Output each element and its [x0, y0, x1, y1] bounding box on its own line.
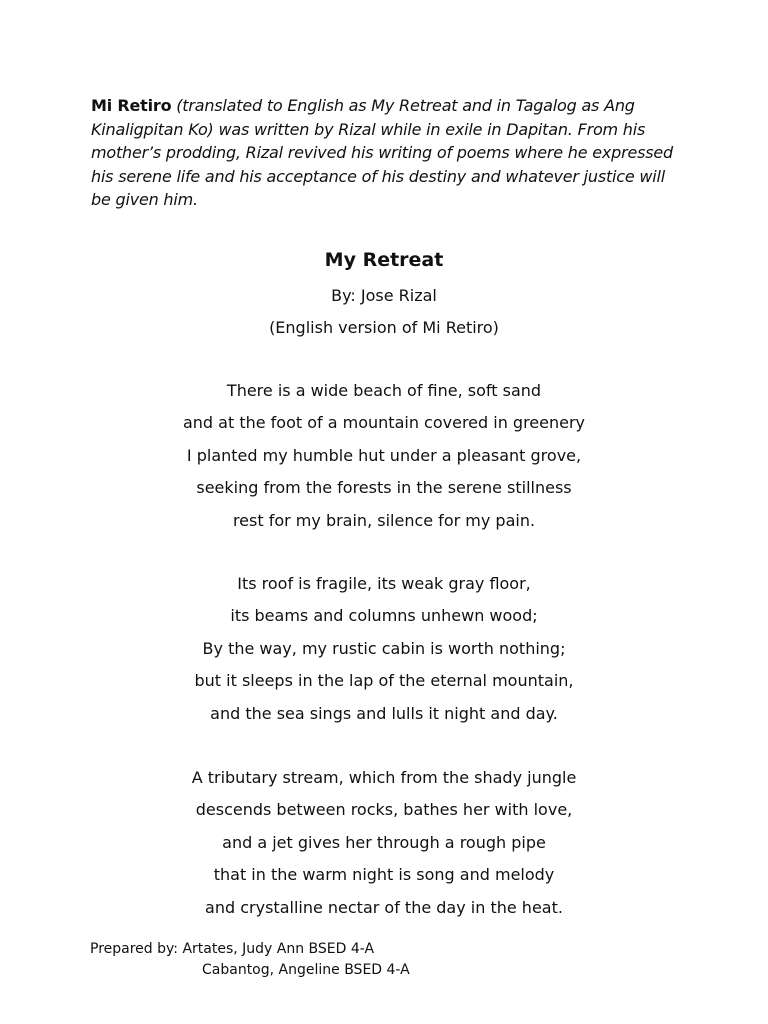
poem-line: and at the foot of a mountain covered in greenery	[182, 413, 586, 433]
poem-line: and a jet gives her through a rough pipe	[222, 832, 546, 852]
prepared-by-line-1: Prepared by: Artates, Judy Ann BSED 4-A	[90, 941, 375, 957]
poem-line: and crystalline nectar of the day in the heat.	[205, 897, 563, 917]
poem-line: but it sleeps in the lap of the eternal mountain,	[194, 671, 574, 691]
poem-line: seeking from the forests in the serene stillness	[196, 478, 572, 498]
poem-line: I planted my humble hut under a pleasant grove,	[186, 445, 582, 465]
poem-line: Its roof is fragile, its weak gray floor,	[237, 574, 531, 593]
prepared-by-line-2: Cabantog, Angeline BSED 4-A	[202, 962, 410, 978]
poem-subtitle: (English version of Mi Retiro)	[269, 318, 499, 337]
poem-line: descends between rocks, bathes her with love,	[195, 800, 573, 820]
stanza-1	[0, 380, 768, 542]
poem-title: My Retreat	[324, 249, 444, 271]
intro-body-text: (translated to English as My Retreat and in Tagalog as Ang Kinaligpitan Ko) was written by Rizal while in exile in Dapitan. From his mother’s prodding, Rizal revived his writing of poems where he expressed his serene life and his acceptance of his destiny and whatever justice will be given him.	[91, 96, 673, 209]
prepared-by-footer	[90, 939, 410, 981]
intro-lead-title: Mi Retiro	[91, 96, 172, 115]
poem-line: and the sea sings and lulls it night and day.	[210, 703, 558, 723]
intro-paragraph	[91, 94, 681, 212]
stanza-3	[0, 767, 768, 929]
poem-line: that in the warm night is song and melody	[213, 865, 555, 885]
poem-line: A tributary stream, which from the shady jungle	[191, 768, 577, 787]
poem-line: There is a wide beach of fine, soft sand	[226, 381, 542, 400]
poem-line: its beams and columns unhewn wood;	[230, 606, 538, 626]
poem-author: By: Jose Rizal	[331, 286, 437, 305]
poem-line: rest for my brain, silence for my pain.	[232, 510, 536, 530]
stanza-2	[0, 573, 768, 735]
poem-line: By the way, my rustic cabin is worth nothing;	[202, 638, 566, 658]
